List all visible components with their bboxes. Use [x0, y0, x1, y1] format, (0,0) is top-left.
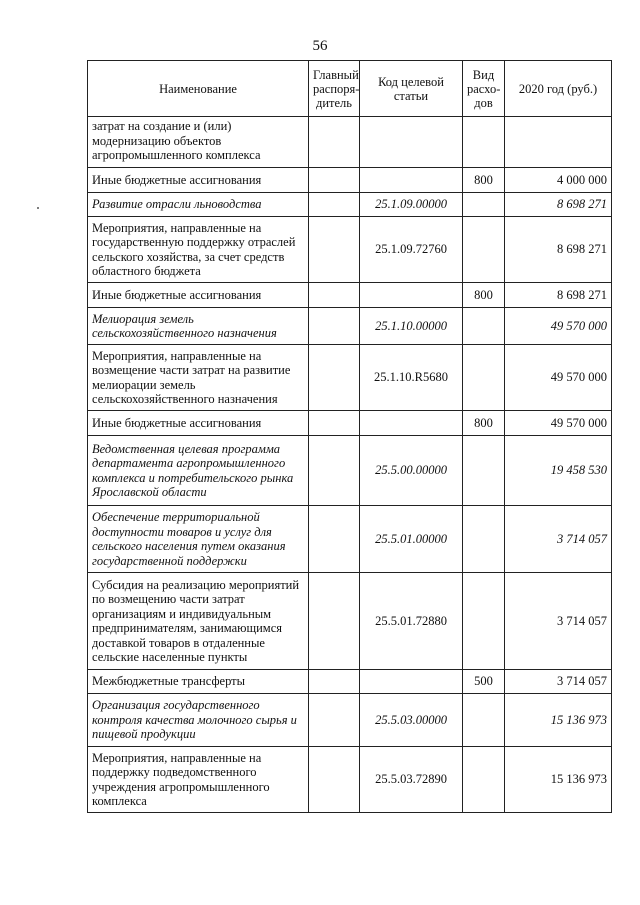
row-type — [463, 694, 505, 747]
row-name: Мелиорация земель сельскохозяйственного назначения — [88, 308, 309, 345]
row-name: Организация государственного контроля качества молочного сырья и пищевой продукции — [88, 694, 309, 747]
row-code: 25.1.10.R5680 — [360, 345, 463, 411]
row-type: 800 — [463, 283, 505, 308]
row-admin — [309, 345, 360, 411]
header-code: Код целевой статьи — [360, 61, 463, 117]
row-amount — [505, 117, 612, 168]
row-type — [463, 117, 505, 168]
row-amount: 8 698 271 — [505, 217, 612, 283]
row-code — [360, 168, 463, 193]
table-row — [88, 168, 612, 193]
row-code: 25.5.03.72890 — [360, 747, 463, 813]
table-row — [88, 345, 612, 411]
header-type: Вид расхо-дов — [463, 61, 505, 117]
table-row — [88, 670, 612, 694]
table-row — [88, 694, 612, 747]
row-code: 25.1.10.00000 — [360, 308, 463, 345]
row-admin — [309, 193, 360, 217]
table-row — [88, 193, 612, 217]
row-admin — [309, 506, 360, 573]
row-admin — [309, 283, 360, 308]
row-code: 25.5.03.00000 — [360, 694, 463, 747]
row-code — [360, 117, 463, 168]
row-name: Мероприятия, направленные на государственную поддержку отраслей сельского хозяйства, за счет средств областного бюджета — [88, 217, 309, 283]
row-admin — [309, 747, 360, 813]
row-admin — [309, 670, 360, 694]
table-row — [88, 747, 612, 813]
row-code: 25.5.00.00000 — [360, 436, 463, 506]
row-name: Иные бюджетные ассигнования — [88, 283, 309, 308]
row-code — [360, 283, 463, 308]
header-admin: Главный распоря-дитель — [309, 61, 360, 117]
row-code: 25.1.09.72760 — [360, 217, 463, 283]
row-admin — [309, 573, 360, 670]
row-name: Межбюджетные трансферты — [88, 670, 309, 694]
row-type: 500 — [463, 670, 505, 694]
table-row — [88, 217, 612, 283]
row-name: Ведомственная целевая программа департамента агропромышленного комплекса и потребительского рынка Ярославской области — [88, 436, 309, 506]
row-amount: 8 698 271 — [505, 283, 612, 308]
row-type — [463, 193, 505, 217]
page-number: 56 — [312, 38, 328, 54]
row-amount: 3 714 057 — [505, 573, 612, 670]
row-amount: 15 136 973 — [505, 747, 612, 813]
row-type — [463, 436, 505, 506]
row-type — [463, 308, 505, 345]
row-type: 800 — [463, 168, 505, 193]
row-admin — [309, 217, 360, 283]
row-type: 800 — [463, 411, 505, 436]
row-name: Иные бюджетные ассигнования — [88, 168, 309, 193]
row-amount: 49 570 000 — [505, 345, 612, 411]
budget-table — [87, 60, 612, 813]
row-name: Мероприятия, направленные на возмещение части затрат на развитие мелиорации земель сельскохозяйственного назначения — [88, 345, 309, 411]
row-amount: 3 714 057 — [505, 670, 612, 694]
row-type — [463, 573, 505, 670]
scan-speck — [37, 207, 39, 209]
row-amount: 4 000 000 — [505, 168, 612, 193]
header-name: Наименование — [88, 61, 309, 117]
row-admin — [309, 168, 360, 193]
row-code: 25.5.01.72880 — [360, 573, 463, 670]
row-code — [360, 670, 463, 694]
row-admin — [309, 308, 360, 345]
row-code — [360, 411, 463, 436]
row-type — [463, 217, 505, 283]
table-row — [88, 283, 612, 308]
table-row — [88, 308, 612, 345]
row-name: Развитие отрасли льноводства — [88, 193, 309, 217]
table-row — [88, 573, 612, 670]
row-amount: 3 714 057 — [505, 506, 612, 573]
table-row — [88, 436, 612, 506]
table-row — [88, 411, 612, 436]
header-amount: 2020 год (руб.) — [505, 61, 612, 117]
row-name: Иные бюджетные ассигнования — [88, 411, 309, 436]
row-amount: 19 458 530 — [505, 436, 612, 506]
table-row — [88, 506, 612, 573]
row-amount: 15 136 973 — [505, 694, 612, 747]
row-code: 25.1.09.00000 — [360, 193, 463, 217]
row-amount: 49 570 000 — [505, 308, 612, 345]
row-amount: 49 570 000 — [505, 411, 612, 436]
row-admin — [309, 117, 360, 168]
table-header-row — [88, 61, 612, 117]
row-type — [463, 506, 505, 573]
row-name: Мероприятия, направленные на поддержку подведомственного учреждения агропромышленного комплекса — [88, 747, 309, 813]
row-name: затрат на создание и (или) модернизацию объектов агропромышленного комплекса — [88, 117, 309, 168]
row-type — [463, 747, 505, 813]
row-code: 25.5.01.00000 — [360, 506, 463, 573]
row-admin — [309, 411, 360, 436]
row-name: Субсидия на реализацию мероприятий по возмещению части затрат организациям и индивидуальным предпринимателям, занимающимся доставкой товаров в отдаленные сельские населенные пункты — [88, 573, 309, 670]
row-type — [463, 345, 505, 411]
table-row — [88, 117, 612, 168]
row-name: Обеспечение территориальной доступности товаров и услуг для сельского населения путем оказания государственной поддержки — [88, 506, 309, 573]
row-admin — [309, 436, 360, 506]
row-amount: 8 698 271 — [505, 193, 612, 217]
row-admin — [309, 694, 360, 747]
